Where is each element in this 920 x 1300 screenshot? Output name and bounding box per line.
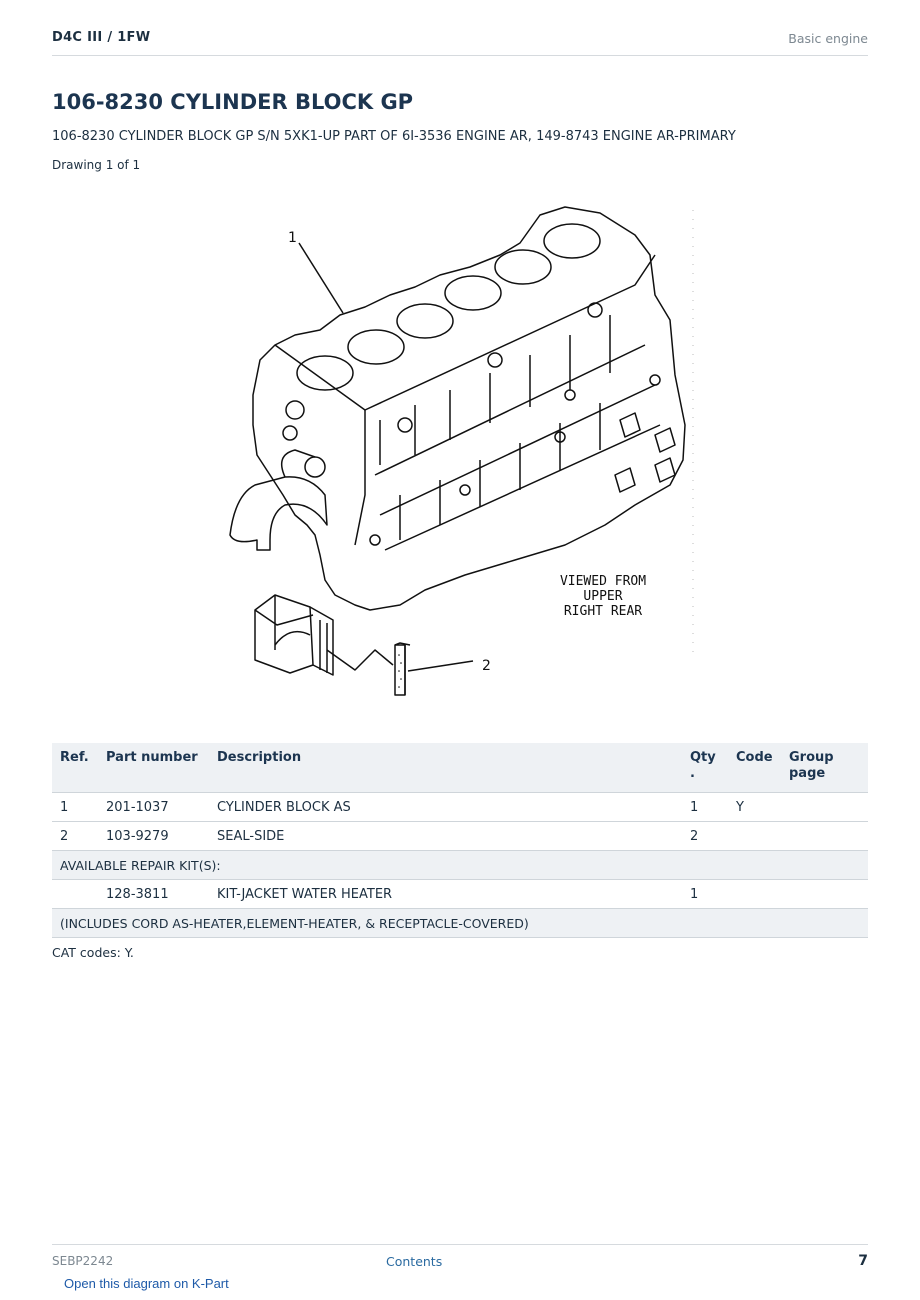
col-header-code: Code	[728, 743, 781, 793]
col-header-group-page	[781, 743, 868, 793]
document-id: SEBP2242	[52, 1254, 114, 1268]
table-row	[52, 822, 868, 851]
view-note-line-2: UPPER	[583, 589, 623, 604]
col-header-group-line-2: page	[789, 766, 826, 781]
repair-kit-heading: AVAILABLE REPAIR KIT(S):	[52, 851, 868, 880]
page-number: 7	[858, 1253, 868, 1269]
view-note-line-3: RIGHT REAR	[563, 604, 643, 619]
cell-part-number: 201-1037	[98, 793, 209, 822]
cell-qty: 2	[682, 822, 728, 851]
cell-group-page	[781, 793, 868, 822]
col-header-qty	[682, 743, 728, 793]
view-note-line-1: VIEWED FROM	[559, 574, 647, 589]
open-kpart-link[interactable]: Open this diagram on K-Part	[64, 1276, 229, 1291]
cell-code	[728, 822, 781, 851]
callout-2: 2	[482, 658, 491, 674]
cell-qty: 1	[682, 880, 728, 909]
callout-1: 1	[288, 230, 297, 246]
page-footer	[52, 1244, 868, 1274]
model-label: D4C III / 1FW	[52, 30, 151, 45]
page-header	[52, 28, 868, 56]
cell-ref: 2	[52, 822, 98, 851]
drawing-counter: Drawing 1 of 1	[52, 158, 141, 172]
cat-codes-note: CAT codes: Y.	[52, 945, 134, 960]
page-title: 106-8230 CYLINDER BLOCK GP	[52, 90, 414, 114]
cylinder-block-drawing	[215, 195, 705, 705]
cell-code	[728, 880, 781, 909]
cell-part-number: 128-3811	[98, 880, 209, 909]
col-header-qty-line-2: .	[690, 766, 695, 781]
table-header-row	[52, 743, 868, 793]
cell-part-number: 103-9279	[98, 822, 209, 851]
contents-link[interactable]: Contents	[386, 1254, 443, 1269]
cell-ref: 1	[52, 793, 98, 822]
col-header-description: Description	[209, 743, 682, 793]
cell-code: Y	[728, 793, 781, 822]
col-header-ref: Ref.	[52, 743, 98, 793]
table-row	[52, 793, 868, 822]
parts-diagram	[215, 195, 705, 705]
kit-note: (INCLUDES CORD AS-HEATER,ELEMENT-HEATER, & RECEPTACLE-COVERED)	[52, 909, 868, 938]
cell-qty: 1	[682, 793, 728, 822]
cell-description: SEAL-SIDE	[209, 822, 682, 851]
col-header-part-number: Part number	[98, 743, 209, 793]
cell-ref	[52, 880, 98, 909]
cell-description: CYLINDER BLOCK AS	[209, 793, 682, 822]
col-header-qty-line-1: Qty	[690, 750, 716, 765]
cell-description: KIT-JACKET WATER HEATER	[209, 880, 682, 909]
cell-group-page	[781, 880, 868, 909]
col-header-group-line-1: Group	[789, 750, 834, 765]
page-subtitle: 106-8230 CYLINDER BLOCK GP S/N 5XK1-UP PART OF 6I-3536 ENGINE AR, 149-8743 ENGINE AR-PRIMARY	[52, 129, 736, 144]
cell-group-page	[781, 822, 868, 851]
repair-kit-heading-row	[52, 851, 868, 880]
table-row	[52, 880, 868, 909]
section-label: Basic engine	[788, 31, 868, 46]
kit-note-row	[52, 909, 868, 938]
parts-table	[52, 743, 868, 938]
